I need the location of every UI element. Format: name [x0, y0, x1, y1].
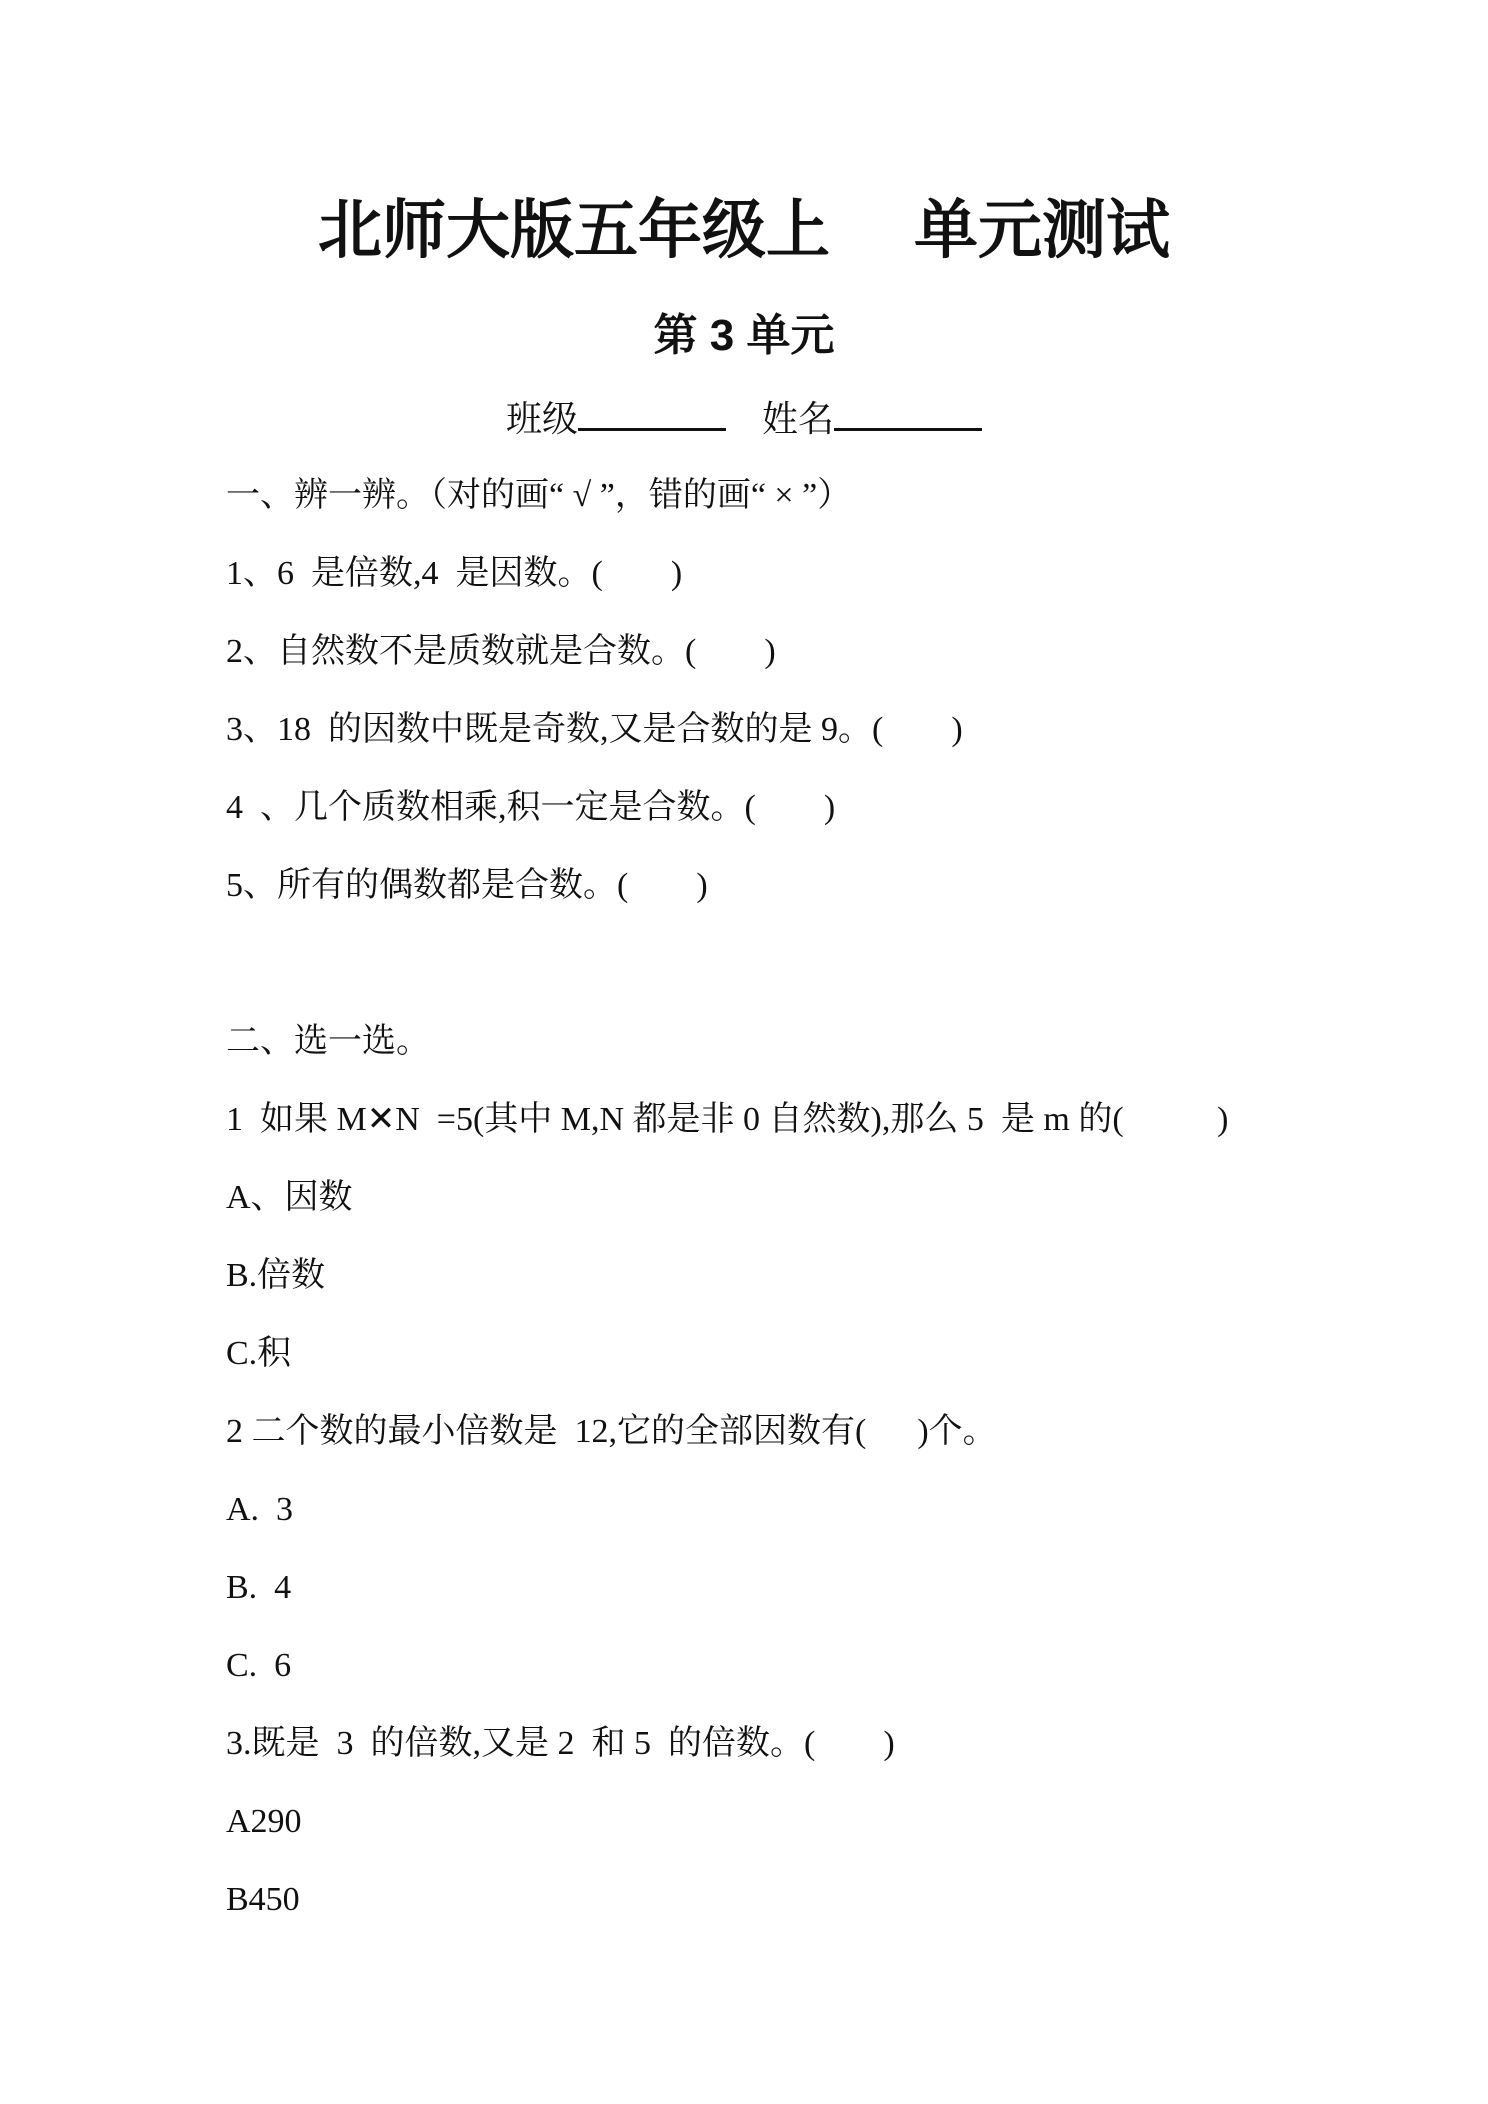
choice-q1-option-b: B.倍数	[226, 1257, 326, 1294]
choice-q2-option-c: C. 6	[226, 1647, 292, 1684]
judge-question-2: 2、自然数不是质数就是合数。( )	[226, 633, 776, 670]
unit-subtitle: 第 3 单元	[653, 311, 835, 360]
judge-question-3: 3、18 的因数中既是奇数,又是合数的是 9。( )	[226, 711, 963, 748]
student-info-row	[0, 396, 1488, 437]
choice-q3-option-b: B450	[226, 1881, 300, 1918]
choice-q1-option-c: C.积	[226, 1335, 292, 1372]
page-title	[0, 194, 1488, 266]
class-blank[interactable]	[578, 396, 726, 431]
judge-question-4: 4 、几个质数相乘,积一定是合数。( )	[226, 789, 836, 826]
name-label: 姓名	[762, 399, 835, 439]
choice-question-2: 2 二个数的最小倍数是 12,它的全部因数有( )个。	[226, 1413, 997, 1450]
judge-question-5: 5、所有的偶数都是合数。( )	[226, 867, 708, 904]
choice-q3-option-a: A290	[226, 1803, 302, 1840]
class-label: 班级	[505, 399, 578, 439]
choice-question-3: 3.既是 3 的倍数,又是 2 和 5 的倍数。( )	[226, 1725, 895, 1762]
title-left: 北师大版五年级上	[318, 194, 830, 266]
section1-heading: 一、辨一辨。（对的画“ √ ”，错的画“ × ”）	[226, 477, 852, 514]
title-right: 单元测试	[914, 194, 1170, 266]
choice-q2-option-b: B. 4	[226, 1569, 292, 1606]
name-blank[interactable]	[834, 396, 982, 431]
judge-question-1: 1、6 是倍数,4 是因数。( )	[226, 555, 683, 592]
choice-question-1: 1 如果 M✕N =5(其中 M,N 都是非 0 自然数),那么 5 是 m 的( )	[226, 1101, 1229, 1138]
section2-heading: 二、选一选。	[226, 1023, 430, 1060]
choice-q2-option-a: A. 3	[226, 1491, 294, 1528]
choice-q1-option-a: A、因数	[226, 1179, 353, 1216]
